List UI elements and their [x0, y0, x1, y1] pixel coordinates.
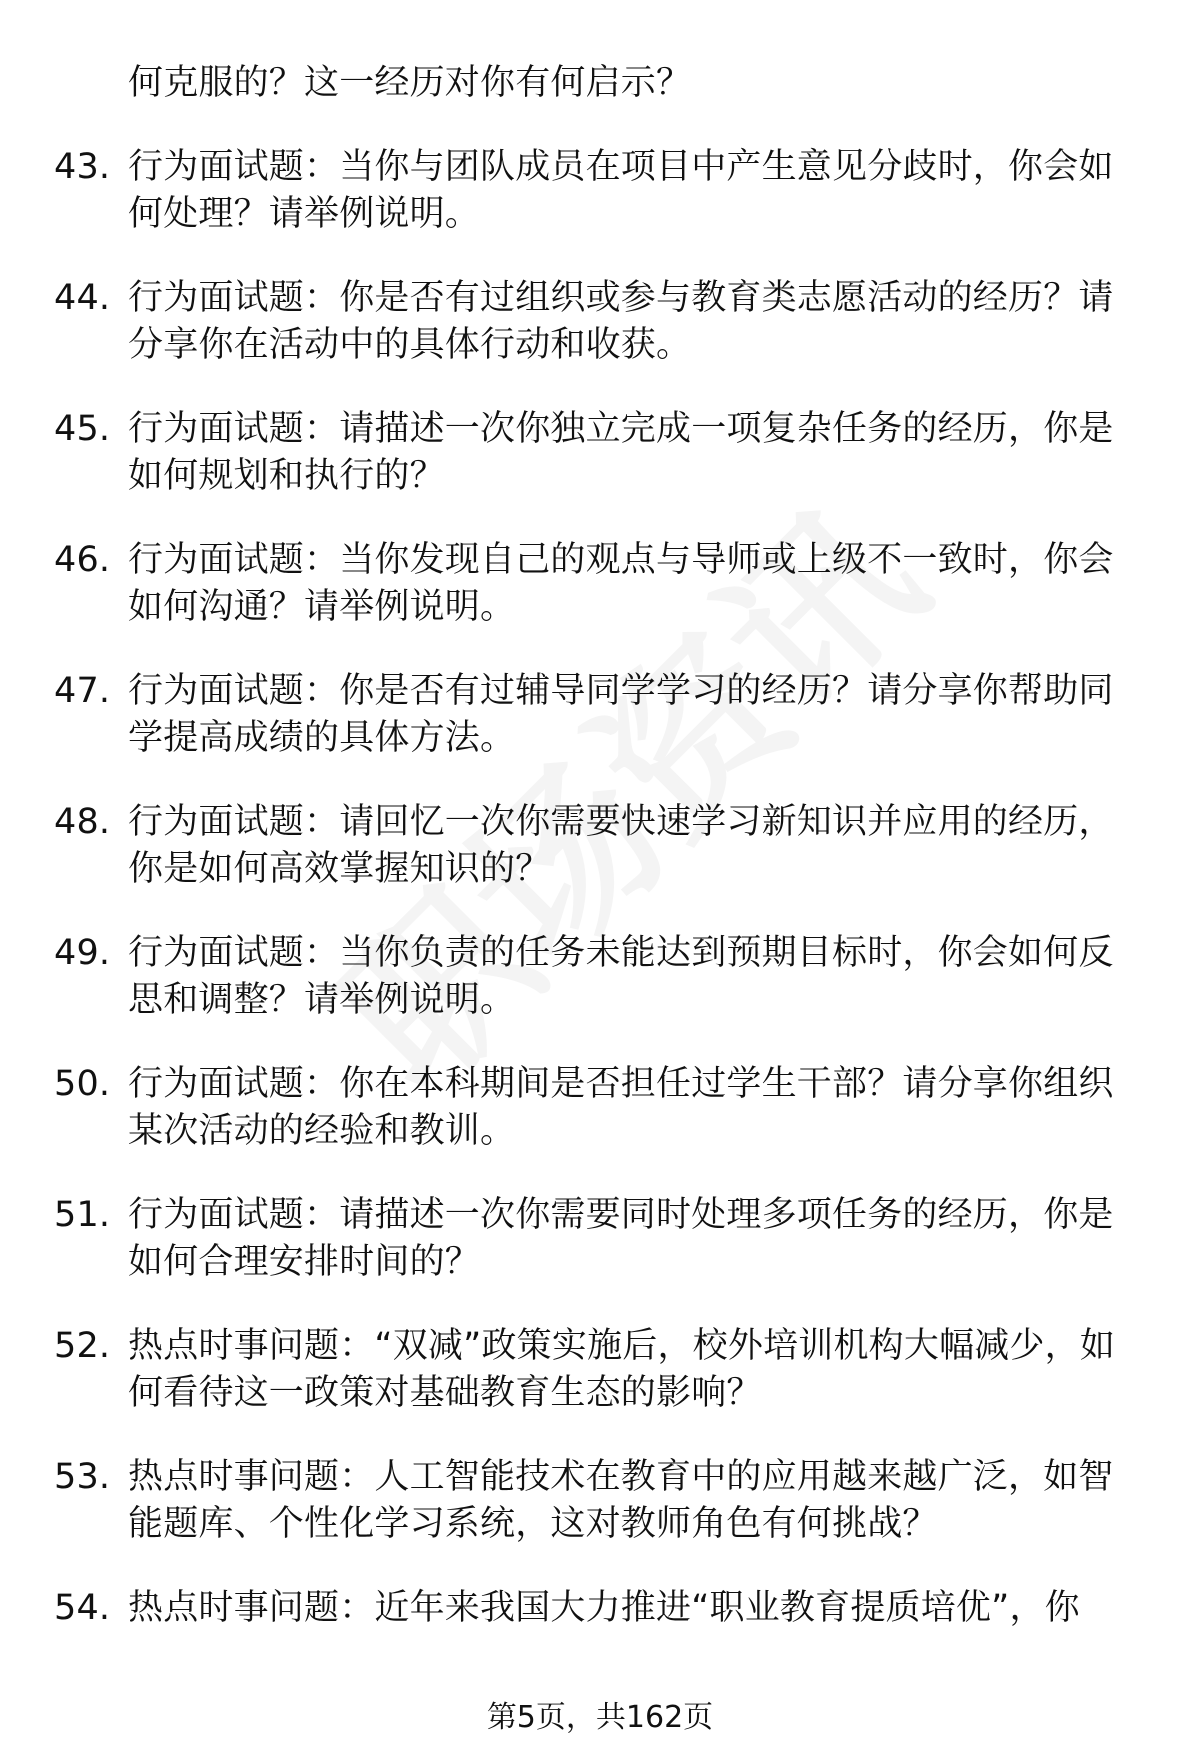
question-item-52 [54, 1323, 1144, 1417]
question-item-53 [54, 1454, 1144, 1548]
question-item-50 [54, 1061, 1144, 1155]
question-item-45 [54, 406, 1144, 500]
question-text: 行为面试题：当你与团队成员在项目中产生意见分歧时，你会如何处理？请举例说明。 [128, 147, 1114, 234]
question-number: 50. [54, 1064, 111, 1104]
question-number: 54. [54, 1588, 111, 1628]
question-number: 47. [54, 671, 111, 711]
question-text: 行为面试题：请回忆一次你需要快速学习新知识并应用的经历，你是如何高效掌握知识的？ [128, 802, 1114, 889]
question-item-54 [54, 1585, 1144, 1632]
question-number: 45. [54, 409, 111, 449]
question-item-48 [54, 799, 1144, 893]
question-text: 行为面试题：你是否有过辅导同学学习的经历？请分享你帮助同学提高成绩的具体方法。 [128, 671, 1114, 758]
question-number: 53. [54, 1457, 111, 1497]
question-number: 52. [54, 1326, 111, 1366]
question-number: 46. [54, 540, 111, 580]
question-item-49 [54, 930, 1144, 1024]
question-text: 热点时事问题：人工智能技术在教育中的应用越来越广泛，如智能题库、个性化学习系统，这对教师角色有何挑战？ [128, 1457, 1114, 1544]
question-item-43 [54, 144, 1144, 238]
question-item-46 [54, 537, 1144, 631]
page-footer: 第5页，共162页 [486, 1700, 714, 1735]
question-text: 何克服的？这一经历对你有何启示？ [128, 63, 692, 103]
question-item-continued [54, 60, 1144, 107]
question-item-44 [54, 275, 1144, 369]
question-text: 热点时事问题：“双减”政策实施后，校外培训机构大幅减少，如何看待这一政策对基础教育生态的影响？ [128, 1326, 1116, 1413]
question-number: 48. [54, 802, 111, 842]
question-list [54, 60, 1144, 1669]
question-number: 44. [54, 278, 111, 318]
question-item-47 [54, 668, 1144, 762]
question-number: 51. [54, 1195, 111, 1235]
question-text: 行为面试题：你是否有过组织或参与教育类志愿活动的经历？请分享你在活动中的具体行动和收获。 [128, 278, 1114, 365]
question-text: 行为面试题：当你负责的任务未能达到预期目标时，你会如何反思和调整？请举例说明。 [128, 933, 1114, 1020]
question-number: 43. [54, 147, 111, 187]
question-text: 热点时事问题：近年来我国大力推进“职业教育提质培优”，你 [128, 1588, 1080, 1628]
question-text: 行为面试题：当你发现自己的观点与导师或上级不一致时，你会如何沟通？请举例说明。 [128, 540, 1114, 627]
question-item-51 [54, 1192, 1144, 1286]
question-text: 行为面试题：请描述一次你独立完成一项复杂任务的经历，你是如何规划和执行的？ [128, 409, 1114, 496]
question-text: 行为面试题：你在本科期间是否担任过学生干部？请分享你组织某次活动的经验和教训。 [128, 1064, 1114, 1151]
question-number: 49. [54, 933, 111, 973]
question-text: 行为面试题：请描述一次你需要同时处理多项任务的经历，你是如何合理安排时间的？ [128, 1195, 1114, 1282]
